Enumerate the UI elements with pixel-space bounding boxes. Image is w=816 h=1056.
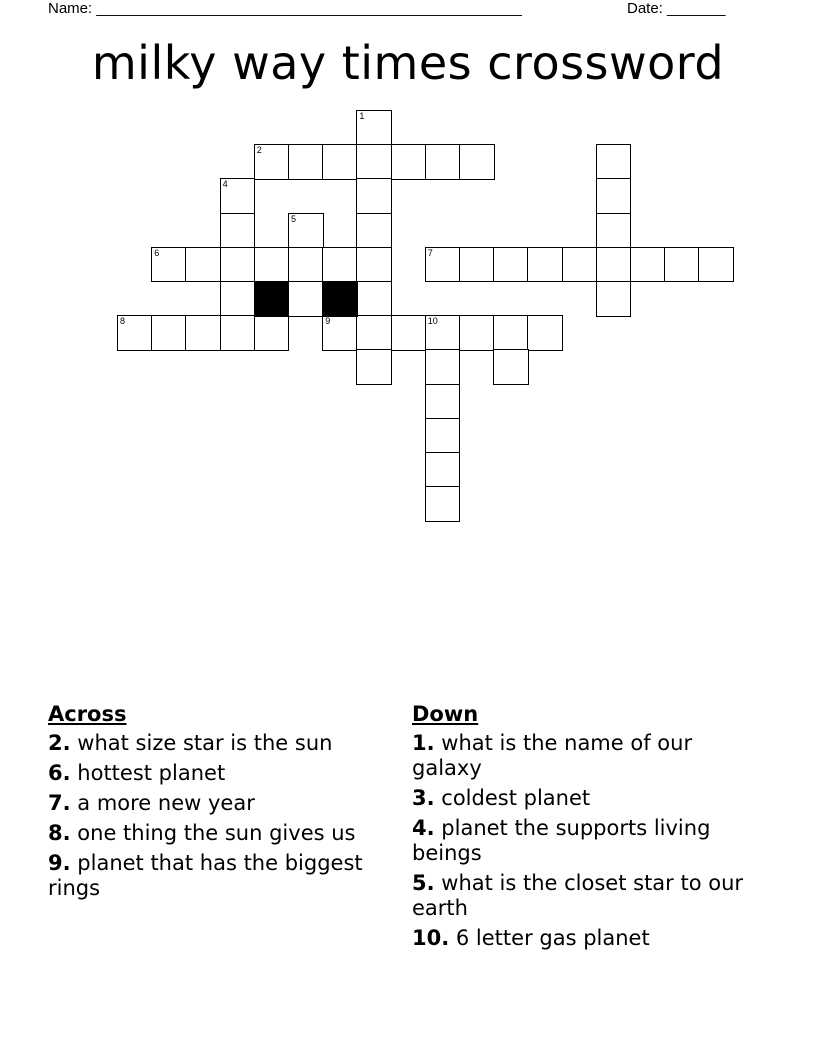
cell-number: 5	[291, 213, 297, 224]
grid-cell[interactable]	[596, 247, 632, 283]
grid-cell[interactable]	[356, 281, 392, 317]
grid-cell[interactable]	[425, 452, 461, 488]
cell-number: 9	[325, 316, 331, 327]
grid-cell[interactable]	[254, 315, 290, 351]
clue-text: 6 letter gas planet	[455, 926, 650, 950]
date-field-label[interactable]: Date: _______	[627, 0, 726, 17]
across-heading: Across	[48, 702, 127, 726]
clue-number: 3.	[412, 786, 435, 810]
clue-number: 10.	[412, 926, 450, 950]
clue-number: 5.	[412, 871, 435, 895]
grid-cell[interactable]	[459, 247, 495, 283]
grid-cell[interactable]	[356, 178, 392, 214]
grid-cell[interactable]	[356, 349, 392, 385]
grid-cell[interactable]	[698, 247, 734, 283]
clue-number: 8.	[48, 821, 71, 845]
clue-down-10	[412, 926, 762, 951]
grid-cell[interactable]	[322, 315, 358, 351]
grid-cell[interactable]	[527, 315, 563, 351]
grid-cell[interactable]	[425, 486, 461, 522]
clue-text: one thing the sun gives us	[77, 821, 356, 845]
across-clues	[48, 702, 388, 906]
grid-cell[interactable]	[220, 315, 256, 351]
grid-cell[interactable]	[596, 213, 632, 249]
clue-text: planet that has the biggest rings	[48, 851, 363, 900]
grid-cell[interactable]	[596, 144, 632, 180]
grid-cell[interactable]	[254, 144, 290, 180]
clue-text: what size star is the sun	[77, 731, 333, 755]
cell-number: 1	[359, 111, 365, 121]
grid-cell[interactable]	[425, 247, 461, 283]
grid-cell[interactable]	[288, 144, 324, 180]
clue-down-1	[412, 731, 762, 781]
grid-cell[interactable]	[185, 315, 221, 351]
grid-cell[interactable]	[356, 213, 392, 249]
grid-cell[interactable]	[562, 247, 598, 283]
clue-text: what is the name of our galaxy	[412, 731, 693, 780]
clue-text: coldest planet	[441, 786, 591, 810]
grid-cell[interactable]	[356, 110, 392, 146]
down-clues	[412, 702, 762, 956]
grid-cell[interactable]	[459, 144, 495, 180]
grid-cell[interactable]	[356, 315, 392, 351]
cell-number: 4	[222, 179, 228, 190]
grid-cell[interactable]	[322, 144, 358, 180]
cell-number: 2	[256, 145, 262, 156]
grid-cell[interactable]	[527, 247, 563, 283]
grid-cell[interactable]	[151, 247, 187, 283]
cell-number: 10	[427, 316, 438, 327]
grid-cell[interactable]	[151, 315, 187, 351]
clue-text: a more new year	[77, 791, 255, 815]
grid-cell[interactable]	[288, 247, 324, 283]
grid-cell[interactable]	[220, 178, 256, 214]
clue-text: hottest planet	[77, 761, 226, 785]
clue-down-4	[412, 816, 762, 866]
grid-cell[interactable]	[425, 418, 461, 454]
grid-cell[interactable]	[596, 178, 632, 214]
grid-cell[interactable]	[356, 247, 392, 283]
cell-number: 8	[120, 316, 126, 327]
clue-text: planet the supports living beings	[412, 816, 711, 865]
grid-cell[interactable]	[220, 247, 256, 283]
cell-number: 6	[154, 247, 160, 258]
grid-cell[interactable]	[391, 144, 427, 180]
grid-cell[interactable]	[596, 281, 632, 317]
grid-cell[interactable]	[493, 349, 529, 385]
grid-cell[interactable]	[117, 315, 153, 351]
grid-cell[interactable]	[630, 247, 666, 283]
grid-cell[interactable]	[493, 247, 529, 283]
clue-across-2	[48, 731, 388, 756]
grid-cell[interactable]	[664, 247, 700, 283]
clue-across-6	[48, 761, 388, 786]
clue-across-9	[48, 851, 388, 901]
clue-down-5	[412, 871, 762, 921]
clue-number: 1.	[412, 731, 435, 755]
clue-across-7	[48, 791, 388, 816]
grid-cell[interactable]	[288, 213, 324, 249]
grid-cell[interactable]	[220, 281, 256, 317]
grid-cell[interactable]	[288, 281, 324, 317]
black-square	[254, 281, 290, 317]
clue-number: 9.	[48, 851, 71, 875]
name-field-label[interactable]: Name: ___________________________________________________	[48, 0, 522, 17]
grid-cell[interactable]	[254, 247, 290, 283]
grid-cell[interactable]	[425, 349, 461, 385]
black-square	[322, 281, 358, 317]
grid-cell[interactable]	[322, 247, 358, 283]
down-heading: Down	[412, 702, 479, 726]
clue-text: what is the closet star to our earth	[412, 871, 744, 920]
cell-number: 7	[427, 247, 433, 258]
grid-cell[interactable]	[425, 315, 461, 351]
grid-cell[interactable]	[220, 213, 256, 249]
grid-cell[interactable]	[185, 247, 221, 283]
clue-across-8	[48, 821, 388, 846]
page-title: milky way times crossword	[91, 36, 725, 90]
grid-cell[interactable]	[425, 384, 461, 420]
clue-number: 7.	[48, 791, 71, 815]
grid-cell[interactable]	[425, 144, 461, 180]
grid-cell[interactable]	[493, 315, 529, 351]
clue-number: 6.	[48, 761, 71, 785]
clue-number: 2.	[48, 731, 71, 755]
grid-cell[interactable]	[459, 315, 495, 351]
clue-number: 4.	[412, 816, 435, 840]
clue-down-3	[412, 786, 762, 811]
grid-cell[interactable]	[356, 144, 392, 180]
grid-cell[interactable]	[391, 315, 427, 351]
